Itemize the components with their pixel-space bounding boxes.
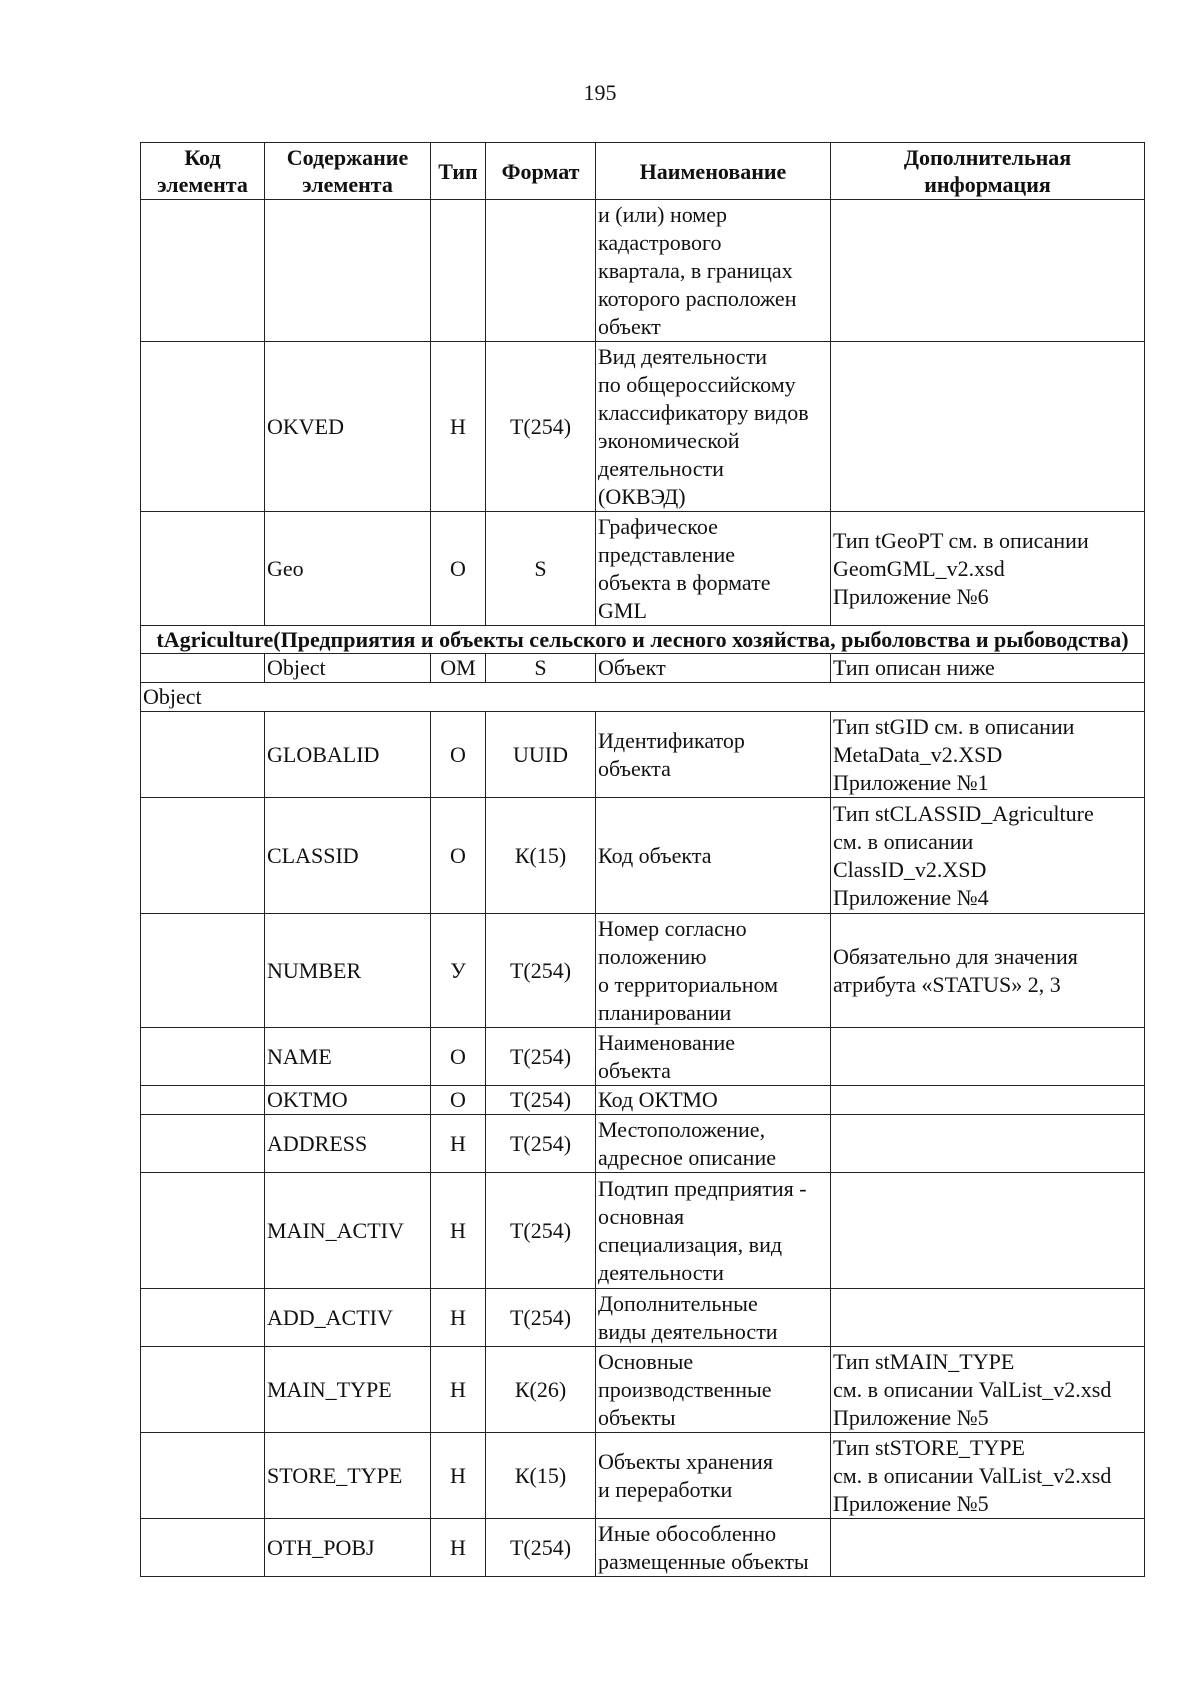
cell-format: К(15) bbox=[486, 798, 596, 914]
header-content: Содержание элемента bbox=[265, 143, 431, 200]
cell-code bbox=[141, 1433, 265, 1519]
header-code: Код элемента bbox=[141, 143, 265, 200]
cell-format: Т(254) bbox=[486, 1289, 596, 1347]
cell-code bbox=[141, 1086, 265, 1115]
cell-code bbox=[141, 200, 265, 342]
cell-code bbox=[141, 798, 265, 914]
cell-extra: Тип stMAIN_TYPE см. в описании ValList_v2.xsd Приложение №5 bbox=[831, 1347, 1145, 1433]
object-label-row bbox=[141, 683, 1145, 712]
table-row bbox=[141, 512, 1145, 626]
cell-extra: Обязательно для значения атрибута «STATUS» 2, 3 bbox=[831, 914, 1145, 1028]
object-label: Object bbox=[141, 683, 1145, 712]
cell-type bbox=[431, 200, 486, 342]
cell-format: Т(254) bbox=[486, 1519, 596, 1577]
cell-extra bbox=[831, 342, 1145, 512]
cell-type: О bbox=[431, 512, 486, 626]
cell-content: GLOBALID bbox=[265, 712, 431, 798]
cell-name: Объекты хранения и переработки bbox=[596, 1433, 831, 1519]
cell-type: Н bbox=[431, 1173, 486, 1289]
cell-format: Т(254) bbox=[486, 342, 596, 512]
table-row bbox=[141, 1028, 1145, 1086]
header-name: Наименование bbox=[596, 143, 831, 200]
table-row bbox=[141, 1115, 1145, 1173]
cell-format: К(15) bbox=[486, 1433, 596, 1519]
cell-type: Н bbox=[431, 1519, 486, 1577]
cell-code bbox=[141, 654, 265, 683]
cell-name: Иные обособленно размещенные объекты bbox=[596, 1519, 831, 1577]
cell-type: О bbox=[431, 1086, 486, 1115]
cell-extra: Тип tGeoPT см. в описании GeomGML_v2.xsd Приложение №6 bbox=[831, 512, 1145, 626]
cell-content: STORE_TYPE bbox=[265, 1433, 431, 1519]
cell-content bbox=[265, 200, 431, 342]
cell-extra bbox=[831, 1086, 1145, 1115]
cell-content: MAIN_TYPE bbox=[265, 1347, 431, 1433]
table-row bbox=[141, 1086, 1145, 1115]
cell-format: Т(254) bbox=[486, 1028, 596, 1086]
cell-format: Т(254) bbox=[486, 1173, 596, 1289]
cell-format: S bbox=[486, 512, 596, 626]
cell-format: Т(254) bbox=[486, 1115, 596, 1173]
cell-content: NAME bbox=[265, 1028, 431, 1086]
header-format: Формат bbox=[486, 143, 596, 200]
table-row bbox=[141, 1519, 1145, 1577]
cell-content: OKTMO bbox=[265, 1086, 431, 1115]
section-title-row bbox=[141, 626, 1145, 654]
cell-name: Графическое представление объекта в формате GML bbox=[596, 512, 831, 626]
top-rows bbox=[141, 200, 1145, 626]
cell-extra bbox=[831, 200, 1145, 342]
cell-content: ADD_ACTIV bbox=[265, 1289, 431, 1347]
cell-code bbox=[141, 1519, 265, 1577]
table-row bbox=[141, 1289, 1145, 1347]
cell-content: OTH_POBJ bbox=[265, 1519, 431, 1577]
cell-code bbox=[141, 1115, 265, 1173]
cell-content: NUMBER bbox=[265, 914, 431, 1028]
cell-name: Наименование объекта bbox=[596, 1028, 831, 1086]
cell-content: ADDRESS bbox=[265, 1115, 431, 1173]
cell-extra bbox=[831, 1289, 1145, 1347]
cell-code bbox=[141, 1028, 265, 1086]
schema-table bbox=[140, 142, 1145, 1577]
cell-name: Идентификатор объекта bbox=[596, 712, 831, 798]
header-row bbox=[141, 143, 1145, 200]
cell-name: и (или) номер кадастрового квартала, в границах которого расположен объект bbox=[596, 200, 831, 342]
cell-name: Номер согласно положению о территориальном планировании bbox=[596, 914, 831, 1028]
cell-code bbox=[141, 914, 265, 1028]
cell-type: Н bbox=[431, 1347, 486, 1433]
cell-name: Подтип предприятия - основная специализация, вид деятельности bbox=[596, 1173, 831, 1289]
cell-code bbox=[141, 1347, 265, 1433]
cell-content: Geo bbox=[265, 512, 431, 626]
table-row bbox=[141, 200, 1145, 342]
section-block bbox=[141, 626, 1145, 712]
cell-format: К(26) bbox=[486, 1347, 596, 1433]
cell-extra bbox=[831, 1115, 1145, 1173]
cell-type: О bbox=[431, 1028, 486, 1086]
cell-format: S bbox=[486, 654, 596, 683]
table-row bbox=[141, 798, 1145, 914]
cell-type: Н bbox=[431, 1433, 486, 1519]
cell-code bbox=[141, 712, 265, 798]
table-row bbox=[141, 1173, 1145, 1289]
cell-code bbox=[141, 1289, 265, 1347]
cell-code bbox=[141, 512, 265, 626]
table-row bbox=[141, 914, 1145, 1028]
cell-code bbox=[141, 1173, 265, 1289]
cell-type: О bbox=[431, 712, 486, 798]
cell-content: Object bbox=[265, 654, 431, 683]
cell-name: Код ОКТМО bbox=[596, 1086, 831, 1115]
cell-type: Н bbox=[431, 1289, 486, 1347]
cell-name: Местоположение, адресное описание bbox=[596, 1115, 831, 1173]
cell-type: Н bbox=[431, 1115, 486, 1173]
cell-extra: Тип stCLASSID_Agriculture см. в описании ClassID_v2.XSD Приложение №4 bbox=[831, 798, 1145, 914]
cell-name: Объект bbox=[596, 654, 831, 683]
header-extra: Дополнительная информация bbox=[831, 143, 1145, 200]
cell-format bbox=[486, 200, 596, 342]
section-title: tAgriculture(Предприятия и объекты сельского и лесного хозяйства, рыболовства и рыбоводства) bbox=[141, 626, 1145, 654]
table-row bbox=[141, 1347, 1145, 1433]
cell-format: UUID bbox=[486, 712, 596, 798]
cell-extra: Тип stGID см. в описании MetaData_v2.XSD Приложение №1 bbox=[831, 712, 1145, 798]
cell-name: Код объекта bbox=[596, 798, 831, 914]
cell-content: CLASSID bbox=[265, 798, 431, 914]
header-type: Тип bbox=[431, 143, 486, 200]
table-row bbox=[141, 712, 1145, 798]
cell-extra bbox=[831, 1028, 1145, 1086]
cell-type: У bbox=[431, 914, 486, 1028]
cell-type: ОМ bbox=[431, 654, 486, 683]
cell-content: OKVED bbox=[265, 342, 431, 512]
cell-extra: Тип stSTORE_TYPE см. в описании ValList_v2.xsd Приложение №5 bbox=[831, 1433, 1145, 1519]
cell-extra: Тип описан ниже bbox=[831, 654, 1145, 683]
object-rows bbox=[141, 712, 1145, 1577]
cell-type: О bbox=[431, 798, 486, 914]
cell-format: Т(254) bbox=[486, 914, 596, 1028]
section-object-row bbox=[141, 654, 1145, 683]
cell-name: Основные производственные объекты bbox=[596, 1347, 831, 1433]
cell-code bbox=[141, 342, 265, 512]
cell-name: Дополнительные виды деятельности bbox=[596, 1289, 831, 1347]
cell-format: Т(254) bbox=[486, 1086, 596, 1115]
cell-name: Вид деятельности по общероссийскому классификатору видов экономической деятельности (ОКВЭД) bbox=[596, 342, 831, 512]
cell-type: Н bbox=[431, 342, 486, 512]
page-number: 195 bbox=[583, 80, 617, 105]
table-row bbox=[141, 1433, 1145, 1519]
cell-content: MAIN_ACTIV bbox=[265, 1173, 431, 1289]
cell-extra bbox=[831, 1173, 1145, 1289]
table-row bbox=[141, 342, 1145, 512]
cell-extra bbox=[831, 1519, 1145, 1577]
